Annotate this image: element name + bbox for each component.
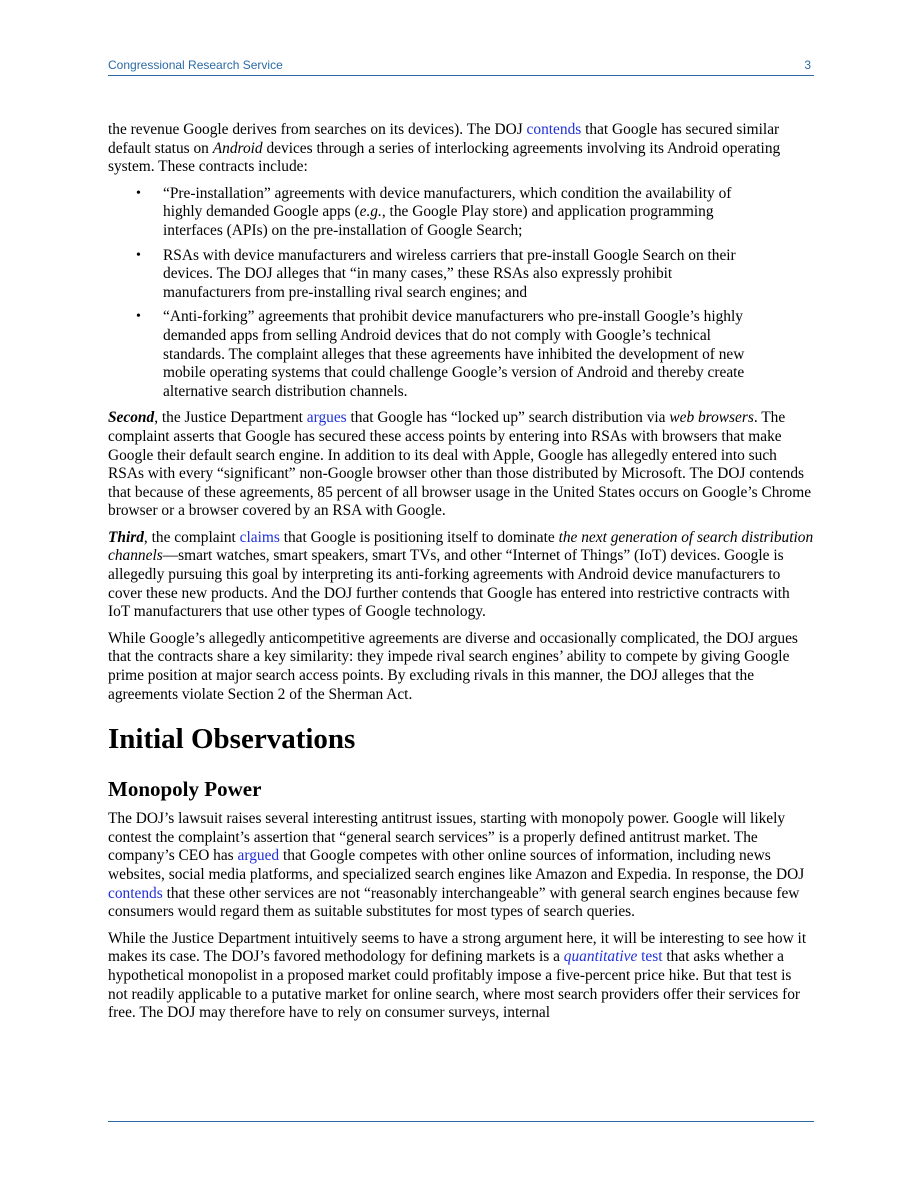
monopoly1-text-1: The DOJ’s lawsuit raises several interesting antitrust issues, starting with monopoly power. Google will likely contest the complaint’s assertion that “general search services” is a properly defined antitrust market. The company’s CEO has — [108, 810, 786, 865]
page-header — [108, 56, 814, 76]
section-heading: Initial Observations — [108, 723, 356, 756]
monopoly2-text-2: that asks whether a hypothetical monopolist in a proposed market could profitably impose a five-percent price hike. But that test is not readily applicable to a putative market for online search, where most search providers offer their services for free. The DOJ may therefore have to rely on consumer surveys, internal — [108, 948, 801, 1022]
bullet2-text: RSAs with device manufacturers and wireless carriers that pre-install Google Search on their devices. The DOJ alleges that “in many cases,” these RSAs also expressly prohibit manufacturers from pre-installing rival search engines; and — [163, 246, 736, 301]
subsection-heading: Monopoly Power — [108, 777, 262, 802]
next-generation-emphasis: the next generation of search distribution channels — [108, 528, 814, 565]
second-lead: Second — [108, 409, 155, 427]
monopoly-paragraph-1 — [108, 810, 814, 922]
intro-text-1: the revenue Google derives from searches on its devices). The DOJ — [108, 121, 527, 138]
intro-text-3: devices through a series of interlocking agreements involving its Android operating system. These contracts include: — [108, 139, 781, 176]
contends-link[interactable]: contends — [526, 121, 582, 138]
quantitative-link[interactable]: quantitative — [563, 948, 638, 966]
eg-emphasis: e.g. — [359, 203, 382, 221]
page-number: 3 — [804, 58, 811, 72]
second-text-1: , the Justice Department — [154, 409, 307, 427]
contends-link-2[interactable]: contends — [108, 884, 163, 902]
second-text-2: that Google has “locked up” search distribution via — [346, 409, 670, 427]
summary-paragraph: While Google’s allegedly anticompetitive agreements are diverse and occasionally complicated, the DOJ argues that the contracts share a key similarity: they impede rival search engines’ ability to compete by giving Google prime position at major search access points. By excluding rivals in this manner, the DOJ alleges that the agreements violate Section 2 of the Sherman Act. — [108, 629, 798, 703]
bullet1-text-2: , the Google Play store) and application programming interfaces (APIs) on the pre-installation of Google Search; — [163, 203, 714, 239]
android-emphasis: Android — [212, 139, 263, 157]
third-text-1: , the complaint — [143, 528, 240, 546]
bullet3-text: “Anti-forking” agreements that prohibit device manufacturers who pre-install Google’s highly demanded apps from selling Android devices that do not comply with Google’s technical standards. The complaint alleges that these agreements have inhibited the development of new mobile operating systems that could challenge Google’s version of Android and thereby create alternative search distribution channels. — [163, 308, 745, 400]
argues-link[interactable]: argues — [306, 409, 347, 427]
argued-link[interactable]: argued — [237, 847, 280, 865]
test-link[interactable]: test — [637, 948, 663, 966]
document-body — [108, 121, 814, 1031]
list-item — [163, 247, 814, 303]
monopoly2-text-1: While the Justice Department intuitively seems to have a strong argument here, it will be interesting to see how it makes its case. The DOJ’s favored methodology for defining markets is a — [108, 929, 807, 966]
web-browsers-emphasis: web browsers — [669, 409, 754, 427]
bullet1-text-1: “Pre-installation” agreements with device manufacturers, which condition the availability of highly demanded Google apps ( — [163, 184, 732, 221]
third-paragraph — [108, 529, 814, 622]
list-item — [163, 185, 814, 241]
third-text-3: —smart watches, smart speakers, smart TVs, and other “Internet of Things” (IoT) devices. Google is allegedly pursuing this goal by interpreting its anti-forking agreements with Android device manufacturers to cover these new products. And the DOJ further contends that Google has entered into restrictive contracts with IoT manufacturers that use other types of Google technology. — [108, 547, 790, 621]
intro-text-2: that Google has secured similar default status on — [108, 121, 780, 157]
header-title: Congressional Research Service — [108, 58, 283, 72]
second-paragraph — [108, 409, 814, 521]
second-text-3: . The complaint asserts that Google has secured these access points by entering into RSAs with browsers that make Google their default search engine. In addition to its deal with Apple, Google has allegedly entered into such RSAs with every “significant” non-Google browser other than those distributed by Microsoft. The DOJ contends that because of these agreements, 85 percent of all browser usage in the United States occurs on Google’s Chrome browser or a browser covered by an RSA with Google. — [108, 409, 812, 520]
monopoly1-text-2: that Google competes with other online sources of information, including news websites, social media platforms, and specialized search engines like Amazon and Expedia. In response, the DOJ — [108, 847, 805, 883]
list-item — [163, 308, 814, 401]
contracts-list — [108, 185, 814, 402]
intro-paragraph — [108, 121, 814, 177]
third-lead: Third — [108, 528, 144, 546]
claims-link[interactable]: claims — [239, 528, 280, 546]
footer-divider — [108, 1121, 814, 1122]
monopoly-paragraph-2 — [108, 930, 814, 1023]
third-text-2: that Google is positioning itself to dominate — [279, 528, 559, 546]
monopoly1-text-3: that these other services are not “reasonably interchangeable” with general search engines because few consumers would regard them as suitable substitutes for most types of search queries. — [108, 884, 800, 921]
